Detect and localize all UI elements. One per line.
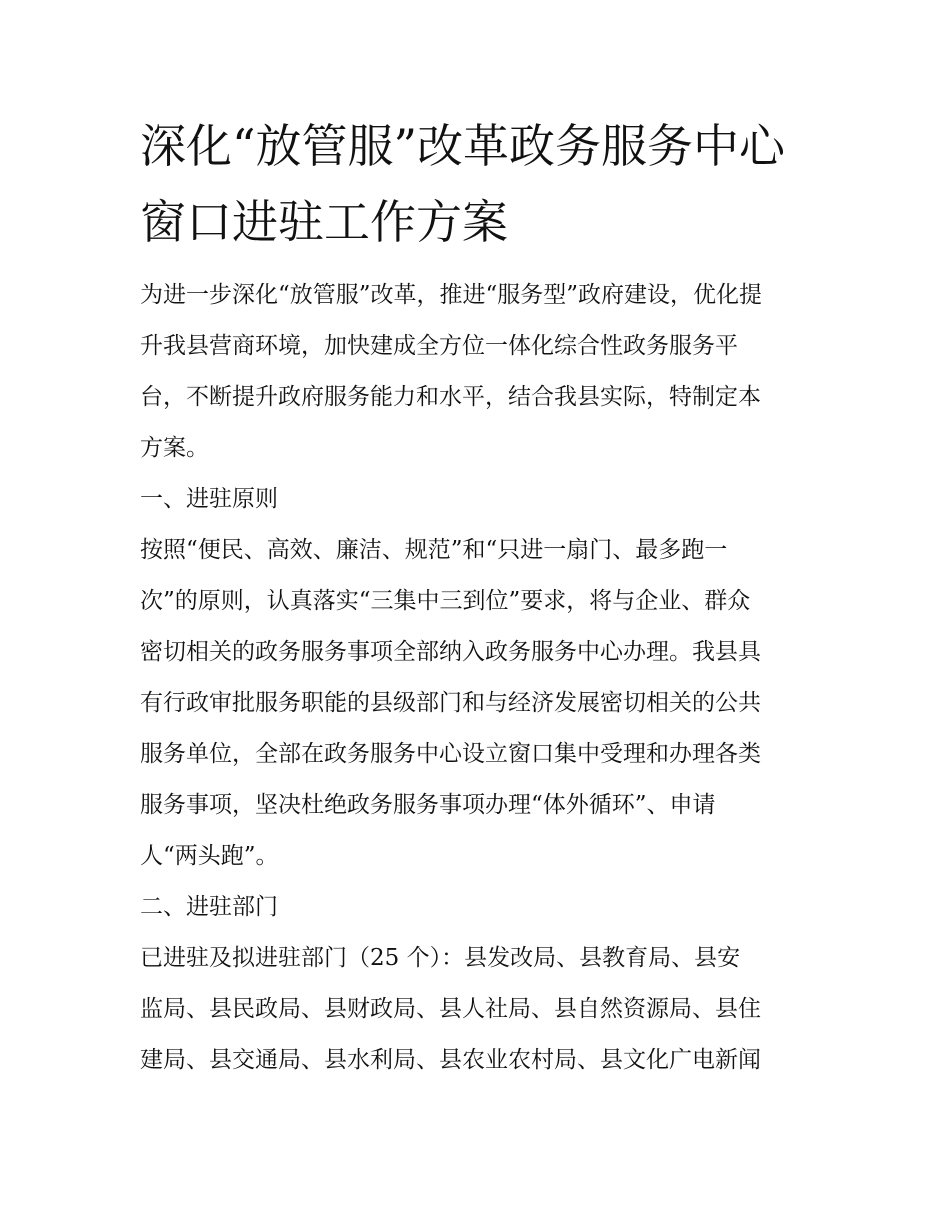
text-line: 方案。	[140, 435, 209, 461]
section-heading: 二、进驻部门	[140, 894, 278, 920]
text-line: 已进驻及拟进驻部门（25 个）：县发改局、县教育局、县安	[140, 945, 741, 971]
text-line: 监局、县民政局、县财政局、县人社局、县自然资源局、县住	[140, 996, 761, 1022]
text-line: 人“两头跑”。	[140, 843, 279, 869]
text-line: 建局、县交通局、县水利局、县农业农村局、县文化广电新闻	[140, 1047, 761, 1073]
text-line: 升我县营商环境，加快建成全方位一体化综合性政务服务平	[140, 333, 738, 359]
text-line: 服务事项，坚决杜绝政务服务事项办理“体外循环”、申请	[140, 792, 716, 818]
text-line: 按照“便民、高效、廉洁、规范”和“只进一扇门、最多跑一	[140, 537, 728, 563]
document-title: 深化“放管服”改革政务服务中心窗口进驻工作方案	[140, 119, 786, 249]
text-line: 密切相关的政务服务事项全部纳入政务服务中心办理。我县具	[140, 639, 761, 665]
text-line: 为进一步深化“放管服”改革，推进“服务型”政府建设，优化提	[140, 282, 763, 308]
text-line: 次”的原则，认真落实“三集中三到位”要求，将与企业、群众	[140, 588, 751, 614]
text-line: 有行政审批服务职能的县级部门和与经济发展密切相关的公共	[140, 690, 761, 716]
document-body	[140, 108, 812, 1086]
text-line: 台，不断提升政府服务能力和水平，结合我县实际，特制定本	[140, 384, 761, 410]
section-heading: 一、进驻原则	[140, 486, 278, 512]
text-line: 服务单位，全部在政务服务中心设立窗口集中受理和办理各类	[140, 741, 761, 767]
